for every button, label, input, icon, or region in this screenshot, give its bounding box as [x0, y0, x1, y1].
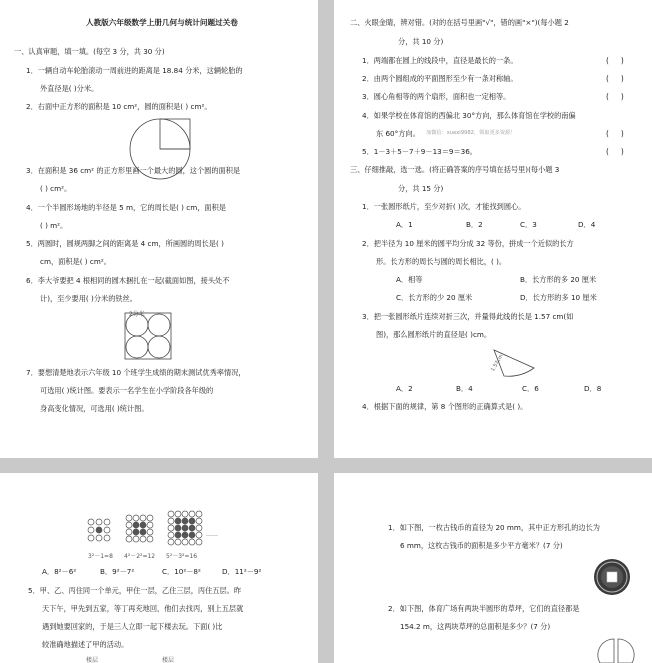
- choice-1-option-c: C．3: [520, 220, 537, 229]
- section-2-heading-1: 二、火眼金睛，辨对错。(对的在括号里画"√"，错的画"×")(每小题 2: [350, 18, 569, 27]
- dot-pattern-3: [166, 509, 204, 547]
- choice-4-option-b: B．9²－7²: [100, 567, 135, 576]
- q4-line-2: ( ) m²。: [40, 221, 68, 230]
- choice-2-line-2: 形。长方形的周长与圆的周长相比，( )。: [376, 257, 507, 266]
- problem-1-line-2: 6 mm，这枚古钱币的面积是多少平方毫米？(7 分): [400, 541, 563, 550]
- choice-5-line-4: 较准确地描述了甲的活动。: [42, 640, 129, 649]
- q6-line-2: 计)，至少要用( )分米的铁丝。: [40, 294, 137, 303]
- choice-2-option-a: A．相等: [396, 275, 423, 284]
- judge-1-answer[interactable]: ( ): [606, 56, 624, 65]
- judge-3-answer[interactable]: ( ): [606, 92, 624, 101]
- choice-3-option-c: C．6: [522, 384, 539, 393]
- dot-pattern-1: [86, 517, 112, 545]
- q6-line-1: 6．李大爷要把 4 根相同的圆木捆扎在一起(截面如图，接头处不: [26, 276, 230, 285]
- dot-caption-3: 5²－3²=16: [166, 553, 198, 560]
- q5-line-1: 5．两圆时，圆规两脚之间的距离是 4 cm，所画圆的周长是( ): [26, 239, 224, 248]
- semicircle-lawns-figure: [596, 633, 636, 663]
- judge-4-line-1: 4．如果学校在体育馆的西偏北 30°方向，那么体育馆在学校的南偏: [362, 111, 576, 120]
- section-3-heading-1: 三、仔细推敲，选一选。(将正确答案的序号填在括号里)(每小题 3: [350, 165, 560, 174]
- dot-caption-1: 3²－1=8: [88, 553, 113, 560]
- choice-2-option-c: C．长方形的少 20 厘米: [396, 293, 473, 302]
- q3-line-1: 3．在面积是 36 cm² 的正方形里画一个最大的圆，这个圆的面积是: [26, 166, 241, 175]
- choice-1-option-a: A．1: [396, 220, 413, 229]
- choice-4-option-c: C．10²－8²: [162, 567, 201, 576]
- page-1: [0, 0, 318, 458]
- judge-4-line-2: 东 60°方向。: [376, 129, 420, 138]
- choice-5-line-1: 5．甲、乙、丙住同一个单元，甲住一层，乙住三层，丙住五层。昨: [28, 586, 242, 595]
- watermark-text: 加微信：xuexi9982，领取更多资源！: [426, 130, 516, 136]
- q1-line-1: 1．一辆自动车轮胎滚动一周前进的距离是 18.84 分米，这辆轮胎的: [26, 66, 243, 75]
- choice-1: 1．一张圆形纸片，至少对折( )次，才能找到圆心。: [362, 202, 526, 211]
- choice-3-line-2: 图)，那么圆形纸片的直径是( )cm。: [376, 330, 492, 339]
- dot-pattern-2: [124, 513, 156, 547]
- section-2-heading-2: 分，共 10 分): [398, 37, 444, 46]
- problem-1-line-1: 1．如下图，一枚古钱币的直径为 20 mm，其中正方形孔的边长为: [388, 523, 600, 532]
- q5-line-2: cm，面积是( ) cm²。: [40, 257, 111, 266]
- chart-b-axis-label: 楼层: [162, 657, 175, 663]
- choice-3-option-a: A．2: [396, 384, 413, 393]
- q7-line-1: 7．要想清楚地表示六年级 10 个班学生成绩的期末测试优秀率情况，: [26, 368, 246, 377]
- choice-4-option-a: A．8²－6²: [42, 567, 77, 576]
- judge-2: 2．由两个圆组成的平面图形至少有一条对称轴。: [362, 74, 518, 83]
- choice-1-option-d: D．4: [578, 220, 596, 229]
- judge-5: 5．1－3＋5－7＋9－13＝9＝36。: [362, 147, 477, 156]
- q1-line-2: 外直径是( )分米。: [40, 84, 99, 93]
- choice-2-option-b: B．长方形的多 20 厘米: [520, 275, 597, 284]
- q7-line-3: 身高变化情况，可选用( )统计图。: [40, 404, 149, 413]
- chart-a-axis-label: 楼层: [86, 657, 99, 663]
- choice-4-option-d: D．11²－9²: [222, 567, 262, 576]
- choice-3-option-d: D．8: [584, 384, 602, 393]
- logs-diameter-label: 2分米: [129, 311, 145, 318]
- choice-5-line-3: 遇到她要回家的，于是三人立即一起下楼去玩。下面( )比: [42, 622, 223, 631]
- page-4: [334, 473, 652, 663]
- page-3: [0, 473, 318, 663]
- choice-2-option-d: D．长方形的多 10 厘米: [520, 293, 597, 302]
- choice-1-option-b: B．2: [466, 220, 483, 229]
- exam-title: 人教版六年级数学上册几何与统计问题过关卷: [86, 18, 238, 27]
- choice-2-line-1: 2．把半径为 10 厘米的圆平均分成 32 等份，拼成一个近似的长方: [362, 239, 574, 248]
- judge-1: 1．两端都在圆上的线段中，直径是最长的一条。: [362, 56, 518, 65]
- problem-2-line-2: 154.2 m，这两块草坪的总面积是多少？(7 分): [400, 622, 551, 631]
- q7-line-2: 可选用( )统计图。要表示一名学生在小学阶段各年级的: [40, 386, 214, 395]
- choice-3-line-1: 3．把一张圆形纸片连续对折三次，并量得此线的长是 1.57 cm(如: [362, 312, 574, 321]
- dot-caption-ellipsis: ……: [206, 531, 218, 538]
- judge-5-answer[interactable]: ( ): [606, 147, 624, 156]
- section-1-heading: 一、认真审题，填一填。(每空 3 分，共 30 分): [14, 47, 165, 56]
- judge-3: 3．圆心角相等的两个扇形，面积也一定相等。: [362, 92, 511, 101]
- choice-5-line-2: 天下午，甲先到五家，等丁再充地回，他们去找丙，别上五层就: [42, 604, 244, 613]
- choice-3-option-b: B．4: [456, 384, 473, 393]
- q3-line-2: ( ) cm²。: [40, 184, 72, 193]
- judge-2-answer[interactable]: ( ): [606, 74, 624, 83]
- page-2: [334, 0, 652, 458]
- section-3-heading-2: 分，共 15 分): [398, 184, 444, 193]
- dot-caption-2: 4²－2²=12: [124, 553, 156, 560]
- q2-text: 2．右面中正方形的面积是 10 cm²，圆的面积是( ) cm²。: [26, 102, 212, 111]
- choice-4: 4．根据下面的规律，第 8 个图形的正确算式是( )。: [362, 402, 528, 411]
- ancient-coin-figure: [592, 557, 632, 597]
- problem-2-line-1: 2．如下图，体育广场有两块半圆形的草坪，它们的直径都是: [388, 604, 580, 613]
- judge-4-answer[interactable]: ( ): [606, 129, 624, 138]
- sector-arc-label: 1.57cm: [490, 353, 505, 373]
- q4-line-1: 4．一个半圆形场地的半径是 5 m，它的周长是( ) cm，面积是: [26, 203, 226, 212]
